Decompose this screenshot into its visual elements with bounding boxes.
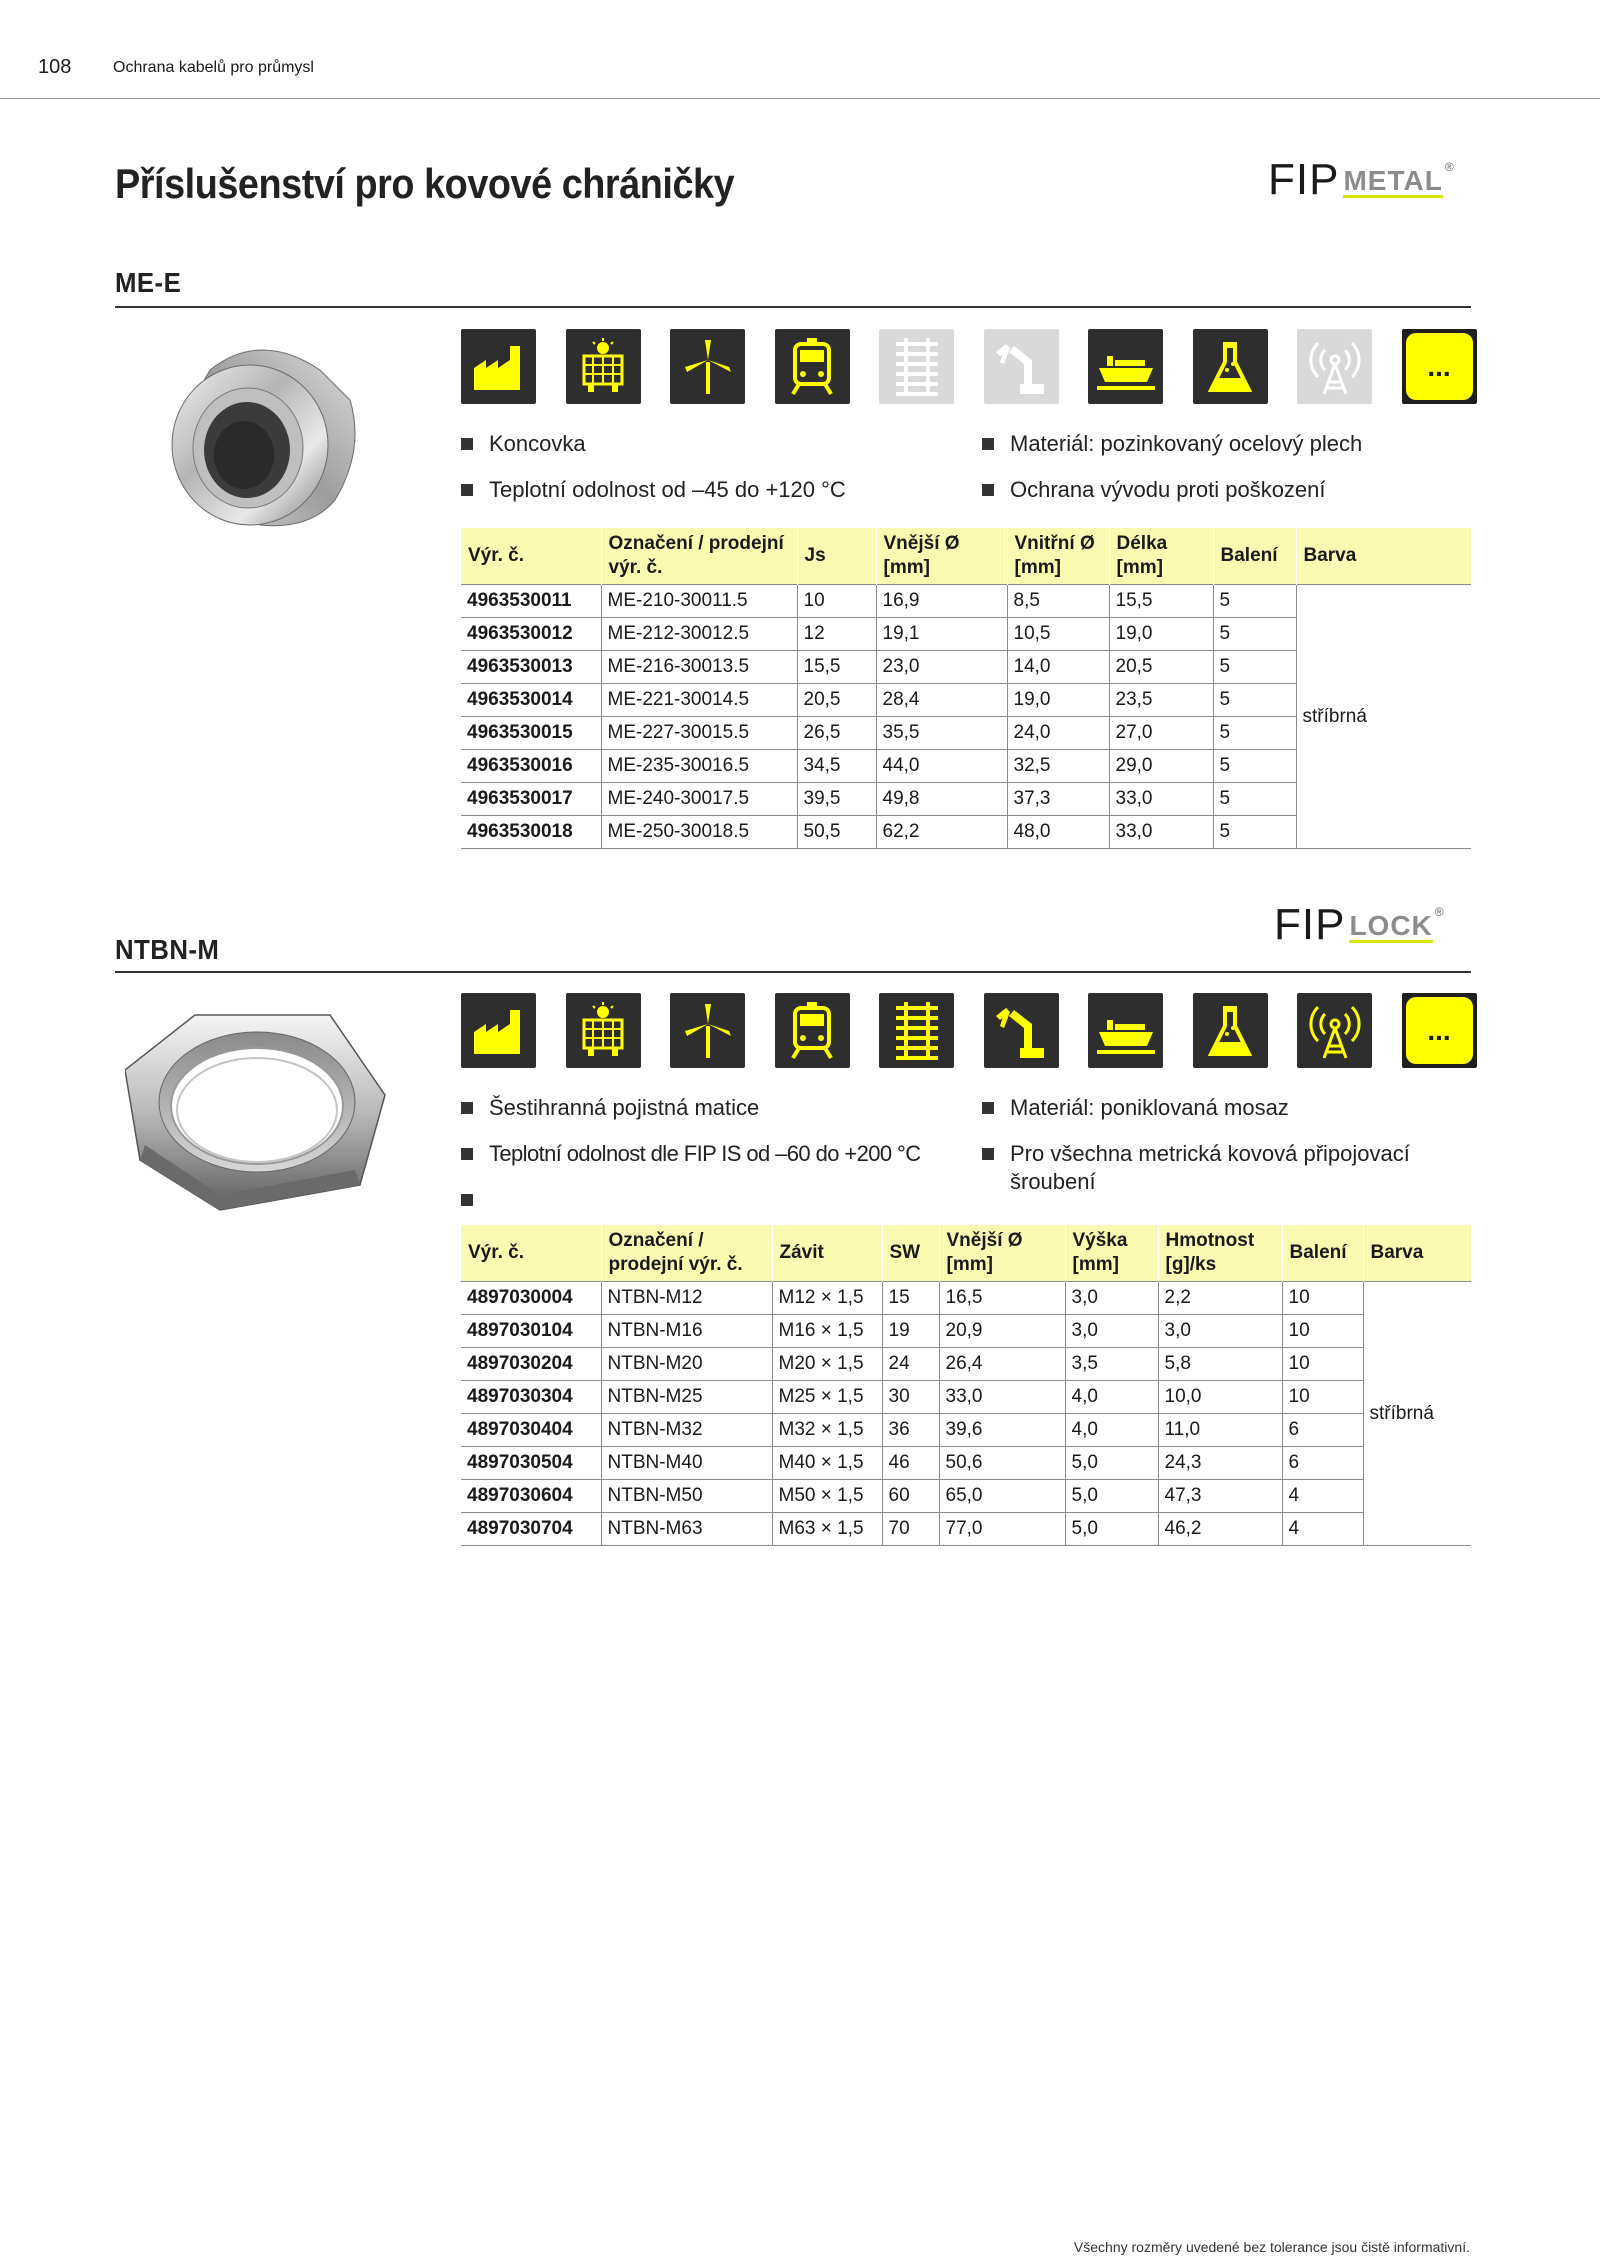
table-cell: 24,3: [1158, 1447, 1282, 1480]
table-cell: 5: [1213, 585, 1296, 618]
column-header: Závit: [772, 1225, 882, 1282]
item-number-cell: 4897030404: [461, 1414, 601, 1447]
item-number-cell: 4963530018: [461, 816, 601, 849]
industry-icons-row: [461, 329, 1477, 404]
table-cell: M12 × 1,5: [772, 1282, 882, 1315]
item-number-cell: 4897030204: [461, 1348, 601, 1381]
table-header-row: [461, 528, 1471, 585]
item-number-cell: 4897030304: [461, 1381, 601, 1414]
item-number-cell: 4897030704: [461, 1513, 601, 1546]
table-cell: 10: [1282, 1315, 1363, 1348]
section-divider: [115, 971, 1471, 973]
column-header: Výr. č.: [461, 528, 601, 585]
table-cell: 33,0: [1109, 783, 1213, 816]
table-cell: 44,0: [876, 750, 1007, 783]
fip-metal-logo: [1268, 155, 1454, 204]
table-cell: 11,0: [1158, 1414, 1282, 1447]
table-cell: 62,2: [876, 816, 1007, 849]
wind-turbine-icon: [670, 329, 745, 404]
column-header: Hmotnost [g]/ks: [1158, 1225, 1282, 1282]
bullet-item-empty: [461, 1186, 489, 1206]
table-cell: M63 × 1,5: [772, 1513, 882, 1546]
item-number-cell: 4963530012: [461, 618, 601, 651]
bullet-item: Teplotní odolnost dle FIP IS od –60 do +200 °C: [461, 1140, 921, 1168]
bullet-marker: [461, 438, 473, 450]
ship-icon: [1088, 993, 1163, 1068]
item-number-cell: 4897030604: [461, 1480, 601, 1513]
table-cell: 15,5: [1109, 585, 1213, 618]
column-header: SW: [882, 1225, 939, 1282]
table-cell: 26,5: [797, 717, 876, 750]
table-cell: 20,5: [797, 684, 876, 717]
column-header: Vnější Ø [mm]: [876, 528, 1007, 585]
item-number-cell: 4963530017: [461, 783, 601, 816]
table-cell: 4,0: [1065, 1414, 1158, 1447]
more-icon-label: ...: [1406, 333, 1473, 400]
table-cell: 34,5: [797, 750, 876, 783]
industry-icons-row: [461, 993, 1477, 1068]
table-cell: 33,0: [939, 1381, 1065, 1414]
table-cell: ME-216-30013.5: [601, 651, 797, 684]
running-title: Ochrana kabelů pro průmysl: [113, 59, 314, 76]
table-cell: M20 × 1,5: [772, 1348, 882, 1381]
table-row: [461, 1315, 1471, 1348]
bullet-item: Koncovka: [461, 430, 586, 458]
table-row: [461, 1447, 1471, 1480]
table-cell: 3,5: [1065, 1348, 1158, 1381]
table-cell: 39,5: [797, 783, 876, 816]
column-header: Označení / prodejní výr. č.: [601, 1225, 772, 1282]
table-cell: 10,0: [1158, 1381, 1282, 1414]
table-cell: 5: [1213, 717, 1296, 750]
more-icon-label: ...: [1406, 997, 1473, 1064]
solar-panel-icon: [566, 993, 641, 1068]
table-cell: 32,5: [1007, 750, 1109, 783]
table-cell: 10,5: [1007, 618, 1109, 651]
item-number-cell: 4963530016: [461, 750, 601, 783]
column-header: Balení: [1213, 528, 1296, 585]
table-cell: 27,0: [1109, 717, 1213, 750]
logo-sub-text: METAL: [1343, 165, 1443, 196]
logo-fip-text: FIP: [1274, 900, 1346, 949]
table-cell: 36: [882, 1414, 939, 1447]
table-cell: M25 × 1,5: [772, 1381, 882, 1414]
bullet-item: Ochrana vývodu proti poškození: [982, 476, 1326, 504]
product-image-end-cap: [150, 330, 370, 535]
table-cell: NTBN-M12: [601, 1282, 772, 1315]
item-number-cell: 4897030104: [461, 1315, 601, 1348]
column-header: Barva: [1296, 528, 1471, 585]
table-row: [461, 1348, 1471, 1381]
table-cell: 4: [1282, 1513, 1363, 1546]
table-cell: 14,0: [1007, 651, 1109, 684]
column-header: Délka [mm]: [1109, 528, 1213, 585]
table-cell: 8,5: [1007, 585, 1109, 618]
logo-registered-mark: ®: [1444, 160, 1454, 174]
me-e-product-table: [461, 528, 1471, 849]
table-cell: ME-221-30014.5: [601, 684, 797, 717]
table-row: [461, 1513, 1471, 1546]
bullet-marker: [982, 484, 994, 496]
bullet-marker: [461, 1148, 473, 1160]
table-cell: 10: [1282, 1282, 1363, 1315]
bullet-marker: [461, 484, 473, 496]
table-cell: NTBN-M40: [601, 1447, 772, 1480]
column-header: Výr. č.: [461, 1225, 601, 1282]
table-cell: 5,8: [1158, 1348, 1282, 1381]
item-number-cell: 4963530013: [461, 651, 601, 684]
table-cell: 5: [1213, 816, 1296, 849]
table-cell: 15,5: [797, 651, 876, 684]
table-cell: NTBN-M25: [601, 1381, 772, 1414]
page-number: 108: [38, 56, 72, 78]
table-cell: ME-250-30018.5: [601, 816, 797, 849]
table-cell: 47,3: [1158, 1480, 1282, 1513]
table-cell: NTBN-M16: [601, 1315, 772, 1348]
table-cell: 50,6: [939, 1447, 1065, 1480]
table-cell: 28,4: [876, 684, 1007, 717]
train-icon: [775, 993, 850, 1068]
table-cell: M32 × 1,5: [772, 1414, 882, 1447]
column-header: Vnitřní Ø [mm]: [1007, 528, 1109, 585]
table-cell: 5,0: [1065, 1480, 1158, 1513]
table-cell: 37,3: [1007, 783, 1109, 816]
item-number-cell: 4897030504: [461, 1447, 601, 1480]
antenna-tower-icon: [1297, 329, 1372, 404]
railway-track-icon: [879, 329, 954, 404]
table-cell: 3,0: [1065, 1282, 1158, 1315]
more-icon: [1402, 329, 1477, 404]
product-image-hex-nut: [125, 1010, 390, 1225]
table-cell: 5: [1213, 783, 1296, 816]
table-cell: 70: [882, 1513, 939, 1546]
table-cell: 3,0: [1065, 1315, 1158, 1348]
column-header: Výška [mm]: [1065, 1225, 1158, 1282]
ship-icon: [1088, 329, 1163, 404]
table-cell: 20,9: [939, 1315, 1065, 1348]
table-cell: 3,0: [1158, 1315, 1282, 1348]
color-cell: stříbrná: [1296, 585, 1471, 849]
table-cell: 5: [1213, 750, 1296, 783]
robot-arm-icon: [984, 329, 1059, 404]
item-number-cell: 4897030004: [461, 1282, 601, 1315]
item-number-cell: 4963530014: [461, 684, 601, 717]
table-cell: 2,2: [1158, 1282, 1282, 1315]
table-cell: M40 × 1,5: [772, 1447, 882, 1480]
laboratory-flask-icon: [1193, 329, 1268, 404]
item-number-cell: 4963530011: [461, 585, 601, 618]
table-cell: 60: [882, 1480, 939, 1513]
railway-track-icon: [879, 993, 954, 1068]
logo-fip-text: FIP: [1268, 155, 1340, 204]
ntbn-m-product-table: [461, 1225, 1471, 1546]
table-cell: 46,2: [1158, 1513, 1282, 1546]
table-cell: 29,0: [1109, 750, 1213, 783]
bullet-item: Materiál: poniklovaná mosaz: [982, 1094, 1289, 1122]
table-cell: M50 × 1,5: [772, 1480, 882, 1513]
table-cell: 23,0: [876, 651, 1007, 684]
train-icon: [775, 329, 850, 404]
table-cell: 26,4: [939, 1348, 1065, 1381]
bullet-marker: [982, 1102, 994, 1114]
antenna-tower-icon: [1297, 993, 1372, 1068]
table-cell: 48,0: [1007, 816, 1109, 849]
bullet-marker: [461, 1194, 473, 1206]
table-cell: 4: [1282, 1480, 1363, 1513]
table-cell: ME-235-30016.5: [601, 750, 797, 783]
bullet-item: Materiál: pozinkovaný ocelový plech: [982, 430, 1362, 458]
table-cell: NTBN-M32: [601, 1414, 772, 1447]
table-cell: 16,9: [876, 585, 1007, 618]
page-title: Příslušenství pro kovové chráničky: [115, 160, 735, 207]
footer-note: Všechny rozměry uvedené bez tolerance jsou čistě informativní.: [1073, 2239, 1470, 2255]
section-title-me-e: ME-E: [115, 267, 182, 298]
table-cell: ME-210-30011.5: [601, 585, 797, 618]
table-cell: 50,5: [797, 816, 876, 849]
table-cell: 24,0: [1007, 717, 1109, 750]
table-cell: NTBN-M20: [601, 1348, 772, 1381]
table-row: [461, 1381, 1471, 1414]
table-row: [461, 1480, 1471, 1513]
table-cell: 5,0: [1065, 1447, 1158, 1480]
column-header: Označení / prodejní výr. č.: [601, 528, 797, 585]
table-cell: 33,0: [1109, 816, 1213, 849]
table-row: [461, 1282, 1471, 1315]
robot-arm-icon: [984, 993, 1059, 1068]
table-cell: 10: [1282, 1348, 1363, 1381]
table-row: [461, 585, 1471, 618]
table-cell: ME-227-30015.5: [601, 717, 797, 750]
table-cell: 65,0: [939, 1480, 1065, 1513]
table-cell: 19,0: [1109, 618, 1213, 651]
factory-icon: [461, 329, 536, 404]
table-cell: 19: [882, 1315, 939, 1348]
table-cell: 10: [797, 585, 876, 618]
column-header: Barva: [1363, 1225, 1471, 1282]
fip-lock-logo: [1274, 900, 1444, 949]
table-cell: 35,5: [876, 717, 1007, 750]
table-cell: 19,1: [876, 618, 1007, 651]
bullet-item: Pro všechna metrická kovová připojovací šroubení: [982, 1140, 1442, 1196]
more-icon: [1402, 993, 1477, 1068]
table-cell: 46: [882, 1447, 939, 1480]
factory-icon: [461, 993, 536, 1068]
bullet-marker: [461, 1102, 473, 1114]
table-cell: 23,5: [1109, 684, 1213, 717]
bullet-item: Šestihranná pojistná matice: [461, 1094, 759, 1122]
table-cell: M16 × 1,5: [772, 1315, 882, 1348]
column-header: Js: [797, 528, 876, 585]
solar-panel-icon: [566, 329, 641, 404]
table-cell: 12: [797, 618, 876, 651]
wind-turbine-icon: [670, 993, 745, 1068]
table-cell: 6: [1282, 1447, 1363, 1480]
table-cell: 30: [882, 1381, 939, 1414]
table-cell: 15: [882, 1282, 939, 1315]
section-divider: [115, 306, 1471, 308]
bullet-marker: [982, 438, 994, 450]
item-number-cell: 4963530015: [461, 717, 601, 750]
table-cell: 49,8: [876, 783, 1007, 816]
column-header: Balení: [1282, 1225, 1363, 1282]
table-cell: 77,0: [939, 1513, 1065, 1546]
table-cell: 5: [1213, 684, 1296, 717]
table-cell: 19,0: [1007, 684, 1109, 717]
table-cell: 39,6: [939, 1414, 1065, 1447]
table-cell: 16,5: [939, 1282, 1065, 1315]
table-cell: ME-240-30017.5: [601, 783, 797, 816]
table-cell: 24: [882, 1348, 939, 1381]
logo-registered-mark: ®: [1434, 905, 1444, 919]
table-cell: ME-212-30012.5: [601, 618, 797, 651]
table-row: [461, 1414, 1471, 1447]
laboratory-flask-icon: [1193, 993, 1268, 1068]
table-cell: 10: [1282, 1381, 1363, 1414]
table-cell: NTBN-M50: [601, 1480, 772, 1513]
section-title-ntbn-m: NTBN-M: [115, 934, 220, 965]
bullet-item: Teplotní odolnost od –45 do +120 °C: [461, 476, 846, 504]
header-divider: [0, 98, 1600, 99]
color-cell: stříbrná: [1363, 1282, 1471, 1546]
table-cell: 5: [1213, 618, 1296, 651]
logo-sub-text: LOCK: [1349, 910, 1433, 941]
table-cell: 6: [1282, 1414, 1363, 1447]
table-cell: 20,5: [1109, 651, 1213, 684]
table-cell: 5: [1213, 651, 1296, 684]
column-header: Vnější Ø [mm]: [939, 1225, 1065, 1282]
table-header-row: [461, 1225, 1471, 1282]
table-cell: 4,0: [1065, 1381, 1158, 1414]
bullet-marker: [982, 1148, 994, 1160]
table-cell: 5,0: [1065, 1513, 1158, 1546]
table-cell: NTBN-M63: [601, 1513, 772, 1546]
